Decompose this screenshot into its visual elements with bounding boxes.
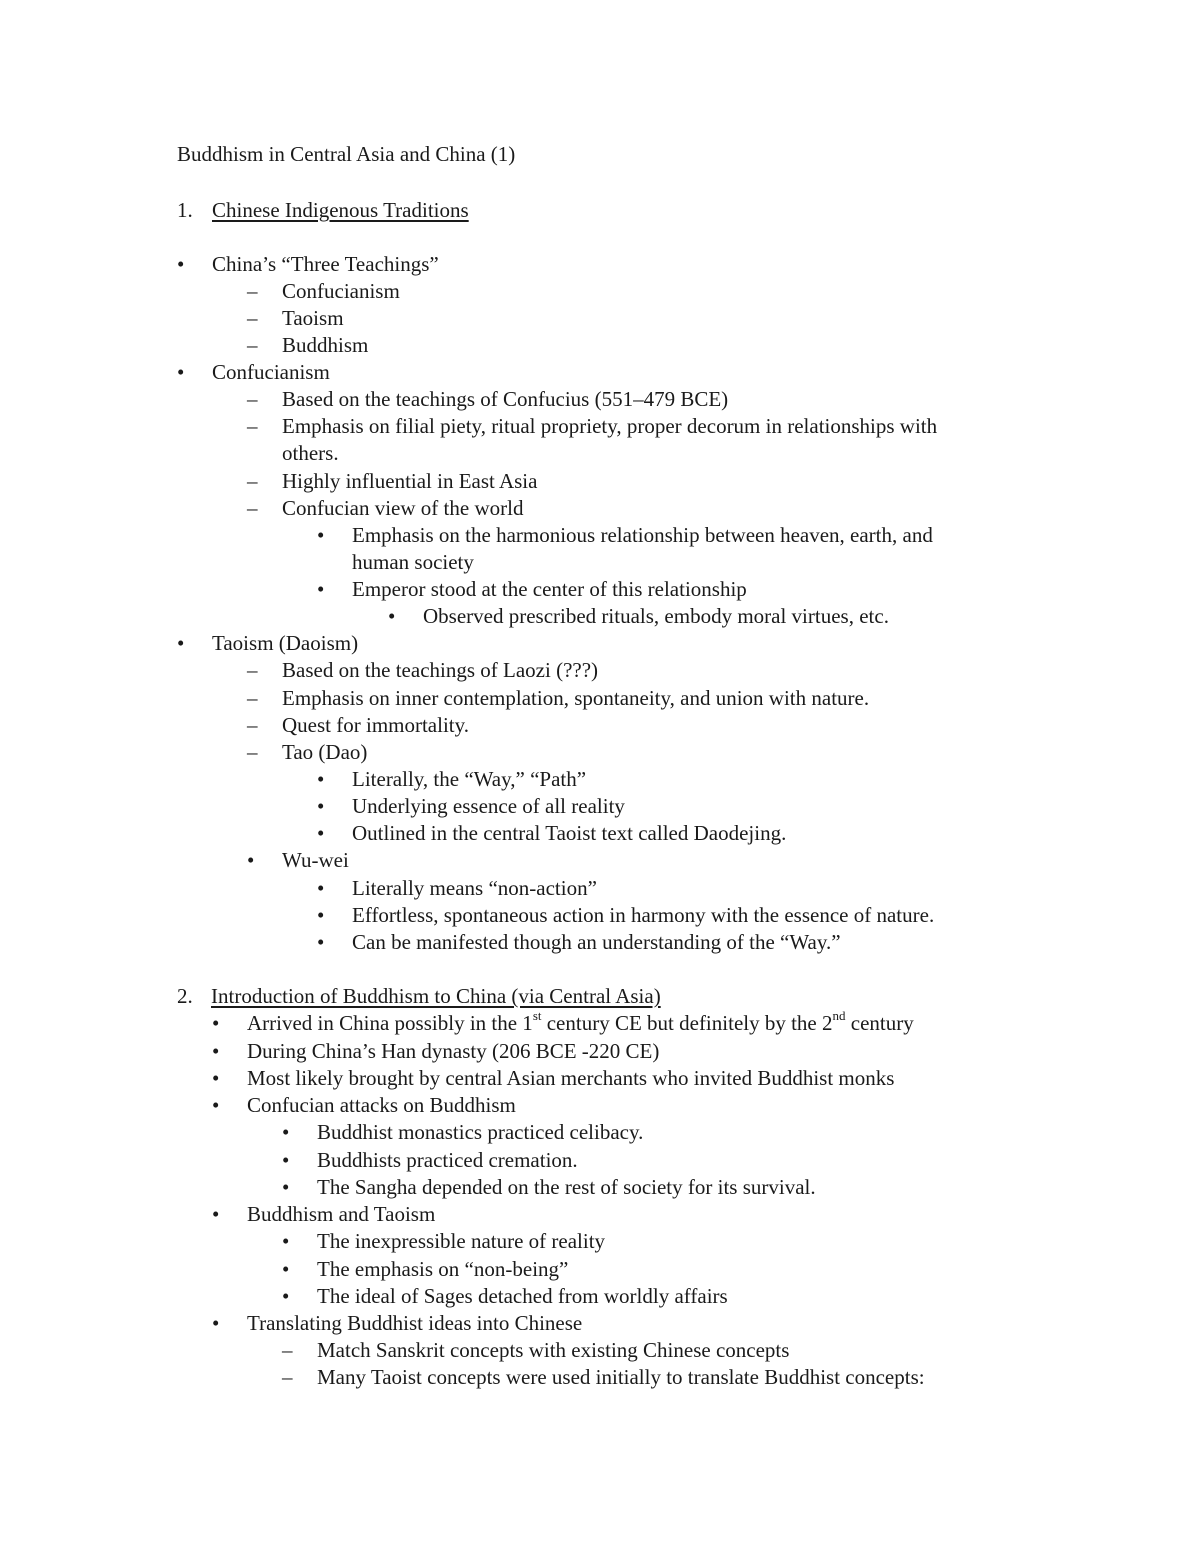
list-item-text: Confucian view of the world xyxy=(282,496,524,520)
bullet-marker: • xyxy=(282,1148,290,1172)
bullet-marker: • xyxy=(212,1039,220,1063)
list-item-text: Taoism xyxy=(282,306,344,330)
dash-marker: – xyxy=(282,1365,293,1389)
list-item-text: Observed prescribed rituals, embody moral virtues, etc. xyxy=(423,604,889,628)
list-item-text: Literally, the “Way,” “Path” xyxy=(352,767,587,791)
bullet-marker: • xyxy=(177,360,185,384)
dash-marker: – xyxy=(247,740,258,764)
list-item-text: Based on the teachings of Confucius (551–479 BCE) xyxy=(282,387,729,411)
list-item-text: Translating Buddhist ideas into Chinese xyxy=(247,1311,583,1335)
bullet-marker: • xyxy=(282,1284,290,1308)
list-item-text: Outlined in the central Taoist text called Daodejing. xyxy=(352,821,787,845)
bullet-marker: • xyxy=(212,1011,220,1035)
section-heading-text: Chinese Indigenous Traditions xyxy=(212,198,469,222)
list-item-text: Confucian attacks on Buddhism xyxy=(247,1093,516,1117)
bullet-marker: • xyxy=(212,1202,220,1226)
bullet-marker: • xyxy=(212,1311,220,1335)
list-item-text: During China’s Han dynasty (206 BCE -220 CE) xyxy=(247,1039,660,1063)
dash-marker: – xyxy=(247,469,258,493)
bullet-marker: • xyxy=(177,631,185,655)
list-item-text: Arrived in China possibly in the 1st century CE but definitely by the 2nd century xyxy=(247,1008,914,1035)
bullet-marker: • xyxy=(282,1257,290,1281)
bullet-marker: • xyxy=(177,252,185,276)
list-item-text: Based on the teachings of Laozi (???) xyxy=(282,658,599,682)
bullet-marker: • xyxy=(317,523,325,547)
list-item-text: Buddhism xyxy=(282,333,369,357)
list-item-text: Literally means “non-action” xyxy=(352,876,597,900)
list-item-text: China’s “Three Teachings” xyxy=(212,252,439,276)
bullet-marker: • xyxy=(317,903,325,927)
dash-marker: – xyxy=(247,414,258,438)
list-item-text: Effortless, spontaneous action in harmony with the essence of nature. xyxy=(352,903,935,927)
superscript: st xyxy=(532,1008,542,1023)
bullet-marker: • xyxy=(212,1066,220,1090)
list-item-text: Emphasis on the harmonious relationship between heaven, earth, and xyxy=(352,523,933,547)
bullet-marker: • xyxy=(317,821,325,845)
list-item-text: Emphasis on filial piety, ritual propriety, proper decorum in relationships with xyxy=(282,414,938,438)
list-item-text: Taoism (Daoism) xyxy=(212,631,359,655)
dash-marker: – xyxy=(247,279,258,303)
dash-marker: – xyxy=(247,387,258,411)
bullet-marker: • xyxy=(282,1229,290,1253)
list-item-text: human society xyxy=(352,550,474,574)
document-title: Buddhism in Central Asia and China (1) xyxy=(177,142,516,166)
dash-marker: – xyxy=(247,333,258,357)
superscript: nd xyxy=(832,1008,846,1023)
list-item-text: Confucianism xyxy=(282,279,400,303)
dash-marker: – xyxy=(282,1338,293,1362)
list-item-text: Underlying essence of all reality xyxy=(352,794,625,818)
list-item-text: The inexpressible nature of reality xyxy=(317,1229,606,1253)
list-item-text: Wu-wei xyxy=(282,848,349,872)
list-item-text: Buddhist monastics practiced celibacy. xyxy=(317,1120,644,1144)
bullet-marker: • xyxy=(388,604,396,628)
list-item-text: Buddhism and Taoism xyxy=(247,1202,436,1226)
list-item-text: The emphasis on “non-being” xyxy=(317,1257,569,1281)
dash-marker: – xyxy=(247,496,258,520)
list-item-text: The ideal of Sages detached from worldly affairs xyxy=(317,1284,728,1308)
dash-marker: – xyxy=(247,306,258,330)
list-item-text: Emphasis on inner contemplation, spontaneity, and union with nature. xyxy=(282,686,870,710)
list-item-text: Most likely brought by central Asian merchants who invited Buddhist monks xyxy=(247,1066,895,1090)
list-item-text: Match Sanskrit concepts with existing Chinese concepts xyxy=(317,1338,790,1362)
bullet-marker: • xyxy=(212,1093,220,1117)
dash-marker: – xyxy=(247,658,258,682)
bullet-marker: • xyxy=(247,848,255,872)
list-item-text: Quest for immortality. xyxy=(282,713,470,737)
list-item-text: others. xyxy=(282,441,339,465)
list-item-text: Tao (Dao) xyxy=(282,740,368,764)
list-item-text: Emperor stood at the center of this relationship xyxy=(352,577,747,601)
bullet-marker: • xyxy=(317,767,325,791)
bullet-marker: • xyxy=(317,577,325,601)
bullet-marker: • xyxy=(317,794,325,818)
bullet-marker: • xyxy=(282,1175,290,1199)
list-item-text: Buddhists practiced cremation. xyxy=(317,1148,578,1172)
bullet-marker: • xyxy=(317,930,325,954)
list-item-text: The Sangha depended on the rest of society for its survival. xyxy=(317,1175,816,1199)
list-item-text: Can be manifested though an understanding of the “Way.” xyxy=(352,930,841,954)
section-heading-text: Introduction of Buddhism to China (via Central Asia) xyxy=(211,984,661,1008)
dash-marker: – xyxy=(247,686,258,710)
list-item-text: Highly influential in East Asia xyxy=(282,469,538,493)
dash-marker: – xyxy=(247,713,258,737)
section-number: 1. xyxy=(177,198,193,222)
bullet-marker: • xyxy=(317,876,325,900)
section-number: 2. xyxy=(177,984,193,1008)
list-item-text: Many Taoist concepts were used initially to translate Buddhist concepts: xyxy=(317,1365,925,1389)
bullet-marker: • xyxy=(282,1120,290,1144)
list-item-text: Confucianism xyxy=(212,360,330,384)
